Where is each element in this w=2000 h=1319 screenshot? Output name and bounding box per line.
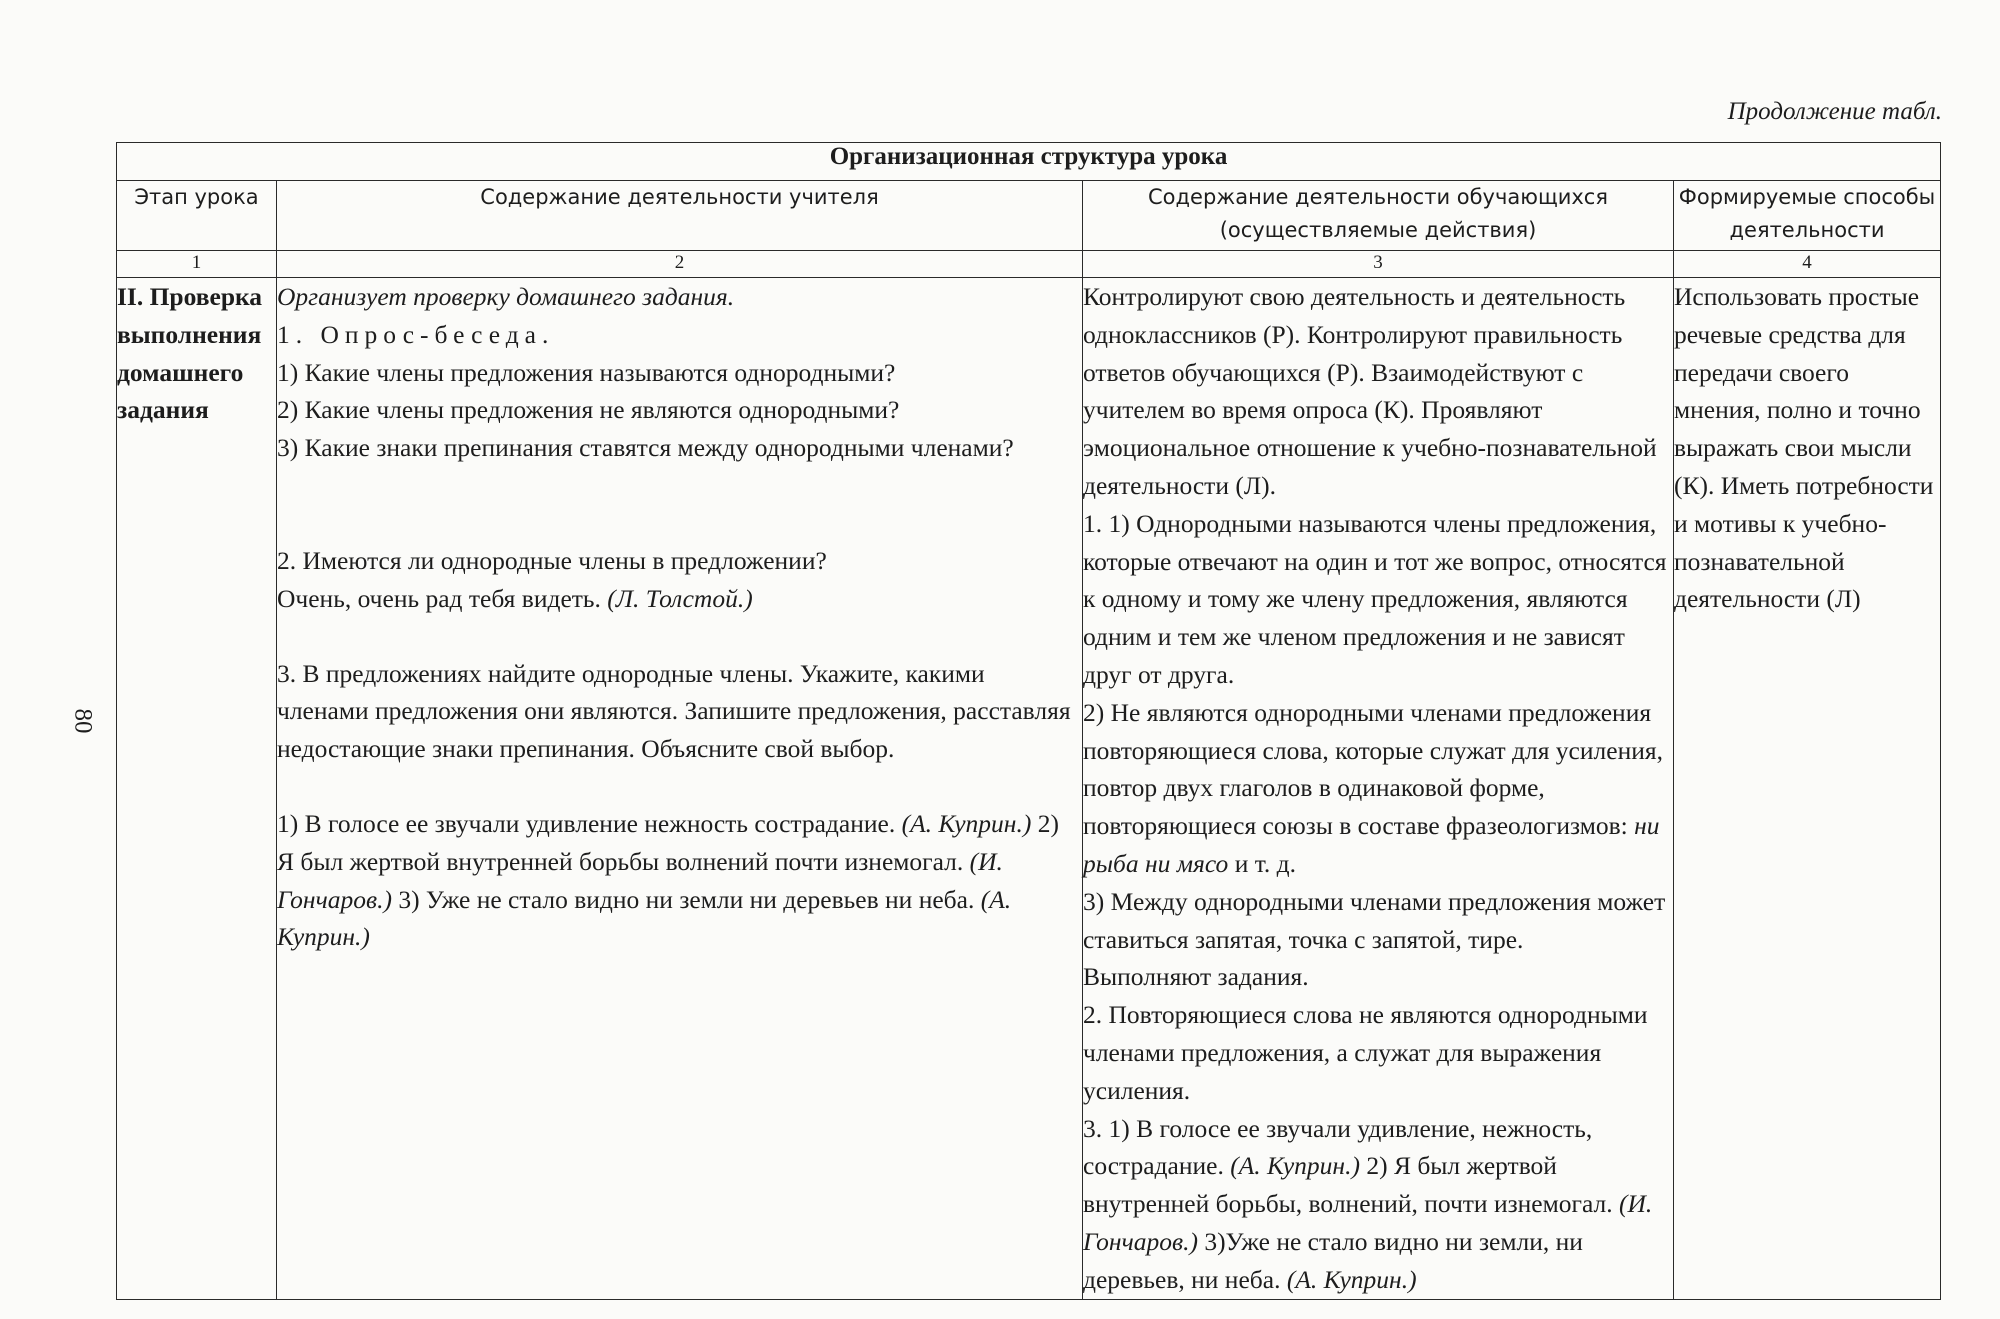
column-header-teacher: Содержание деятельности учителя	[277, 181, 1083, 251]
task-2-sentence	[277, 580, 1082, 618]
student-perform: Выполняют задания.	[1083, 962, 1309, 992]
skills-text: Использовать простые речевые средства для передачи своего мнения, полно и точно выражать свои мысли (К). Иметь потребности и мотивы к учебно-познавательной деятельности (Л)	[1674, 282, 1934, 614]
exercise-2: 2) Я был жертвой внутренней борьбы волнений почти изнемогал.	[277, 808, 1059, 876]
column-number-row	[117, 251, 1941, 278]
answer-3-2: 2) Я был жертвой внутренней борьбы, волнений, почти изнемогал.	[1083, 1151, 1613, 1219]
answer-1-1: 1. 1) Однородными называются члены предложения, которые отвечают на один и тот же вопрос, относятся к одному и тому же члену предложения, являются одним и тем же членом предложения и не зависят друг от друга.	[1083, 508, 1667, 689]
table-row	[117, 278, 1941, 1300]
lesson-structure-table	[116, 142, 1941, 1300]
column-header-stage: Этап урока	[117, 181, 277, 251]
question-2: 2) Какие члены предложения не являются однородными?	[277, 395, 900, 425]
answer-3-1: 3. 1) В голосе ее звучали удивление, нежность, сострадание.	[1083, 1113, 1593, 1181]
answer-1-3: 3) Между однородными членами предложения может ставиться запятая, точка с запятой, тире.	[1083, 886, 1666, 954]
answer-1-2-end: и т. д.	[1234, 848, 1297, 878]
column-number: 2	[277, 251, 1083, 278]
column-header-students: Содержание деятельности обучающихся (осуществляемые действия)	[1083, 181, 1674, 251]
teacher-activity-cell	[277, 278, 1083, 1300]
answer-3-1-author: (А. Куприн.)	[1230, 1151, 1360, 1181]
task-1-title: 1. Опрос-беседа.	[277, 319, 555, 349]
table-header-row	[117, 181, 1941, 251]
task-2-sentence-text: Очень, очень рад тебя видеть.	[277, 583, 601, 613]
column-number: 3	[1083, 251, 1674, 278]
student-activity-cell	[1083, 278, 1674, 1300]
column-number: 4	[1674, 251, 1941, 278]
question-3: 3) Какие знаки препинания ставятся между однородными членами?	[277, 433, 1014, 463]
column-number: 1	[117, 251, 277, 278]
exercise-2-author: (И. Гончаров.)	[277, 846, 1003, 914]
answer-3	[1083, 1110, 1673, 1299]
table-title-row	[117, 143, 1941, 181]
stage-cell	[117, 278, 277, 1300]
column-header-skills: Формируемые способы деятельности	[1674, 181, 1941, 251]
answer-2: 2. Повторяющиеся слова не являются однородными членами предложения, а служат для выражения усиления.	[1083, 1000, 1648, 1105]
continuation-label: Продолжение табл.	[1727, 98, 1942, 125]
exercise-sentences	[277, 805, 1082, 956]
exercise-1: 1) В голосе ее звучали удивление нежность сострадание.	[277, 808, 896, 838]
page-number: 80	[69, 708, 97, 734]
answer-1-2	[1083, 694, 1673, 883]
skills-cell	[1674, 278, 1941, 1300]
answer-3-3-author: (А. Куприн.)	[1286, 1264, 1417, 1294]
answer-3-3: 3)Уже не стало видно ни земли, ни деревьев, ни неба.	[1083, 1226, 1583, 1294]
task-2-author: (Л. Толстой.)	[607, 583, 753, 613]
student-control: Контролируют свою деятельность и деятельность одноклассников (Р). Контролируют правильность ответов обучающихся (Р). Взаимодействуют с учителем во время опроса (К). Проявляют эмоциональное отношение к учебно-познавательной деятельности (Л).	[1083, 282, 1657, 500]
answer-1-2-text: 2) Не являются однородными членами предложения повторяющиеся слова, которые служат для усиления, повтор двух глаголов в одинаковой форме, повторяющиеся союзы в составе фразеологизмов:	[1083, 697, 1663, 841]
question-1: 1) Какие члены предложения называются однородными?	[277, 357, 896, 387]
table-title: Организационная структура урока	[117, 143, 1941, 181]
task-3: 3. В предложениях найдите однородные члены. Укажите, какими членами предложения они являются. Запишите предложения, расставляя недостающие знаки препинания. Объясните свой выбор.	[277, 658, 1071, 764]
task-2: 2. Имеются ли однородные члены в предложении?	[277, 545, 827, 575]
exercise-3: 3) Уже не стало видно ни земли ни деревьев ни неба.	[398, 884, 975, 914]
exercise-1-author: (А. Куприн.)	[901, 808, 1032, 838]
stage-name: II. Проверка выполнения домашнего задания	[117, 282, 263, 425]
answer-3-2-author: (И. Гончаров.)	[1083, 1189, 1653, 1256]
exercise-3-author: (А. Куприн.)	[277, 884, 1012, 952]
teacher-intro: Организует проверку домашнего задания.	[277, 282, 735, 311]
answer-1-2-idiom: ни рыба ни мясо	[1083, 811, 1660, 878]
